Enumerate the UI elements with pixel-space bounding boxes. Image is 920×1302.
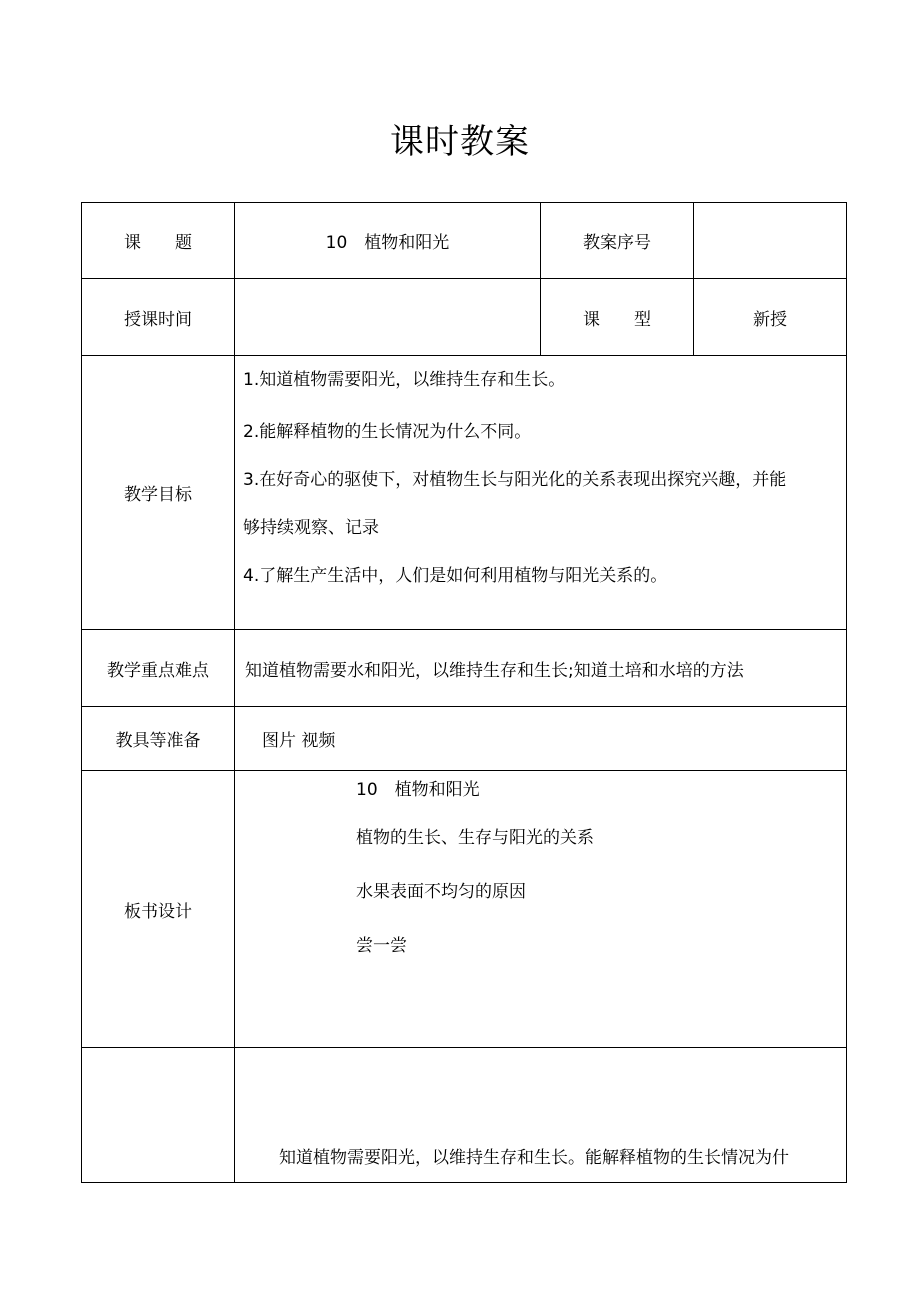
summary-cell	[235, 1048, 847, 1183]
time-row	[82, 279, 847, 356]
board-line: 植物的生长、生存与阳光的关系	[356, 828, 594, 848]
objective-item: 4.了解生产生活中，人们是如何利用植物与阳光关系的。	[243, 566, 668, 586]
tools-value: 图片 视频	[235, 707, 847, 771]
objective-item: 够持续观察、记录	[243, 518, 379, 538]
type-value: 新授	[694, 279, 847, 356]
document-title: 课时教案	[390, 122, 530, 162]
summary-label	[82, 1048, 235, 1183]
board-line: 尝一尝	[356, 936, 407, 956]
tools-row	[82, 707, 847, 771]
objectives-row	[82, 356, 847, 630]
objectives-label: 教学目标	[82, 356, 235, 630]
tools-label: 教具等准备	[82, 707, 235, 771]
key-points-value: 知道植物需要水和阳光，以维持生存和生长;知道土培和水培的方法	[235, 630, 847, 707]
board-design-cell	[235, 771, 847, 1048]
plan-number-label: 教案序号	[541, 203, 694, 279]
board-design-row	[82, 771, 847, 1048]
time-value	[235, 279, 541, 356]
objective-item: 3.在好奇心的驱使下，对植物生长与阳光化的关系表现出探究兴趣，并能	[243, 470, 787, 490]
objective-item: 2.能解释植物的生长情况为什么不同。	[243, 422, 532, 442]
board-line: 水果表面不均匀的原因	[356, 882, 526, 902]
objectives-cell	[235, 356, 847, 630]
type-label: 课 型	[541, 279, 694, 356]
key-points-row	[82, 630, 847, 707]
topic-label: 课 题	[82, 203, 235, 279]
lesson-plan-table	[81, 202, 847, 1183]
board-design-label: 板书设计	[82, 771, 235, 1048]
objective-item: 1.知道植物需要阳光，以维持生存和生长。	[243, 370, 566, 390]
topic-row	[82, 203, 847, 279]
key-points-label: 教学重点难点	[82, 630, 235, 707]
topic-value: 10 植物和阳光	[235, 203, 541, 279]
summary-row	[82, 1048, 847, 1183]
time-label: 授课时间	[82, 279, 235, 356]
plan-number-value	[694, 203, 847, 279]
board-line: 10 植物和阳光	[356, 780, 480, 800]
summary-text: 知道植物需要阳光，以维持生存和生长。能解释植物的生长情况为什	[279, 1148, 789, 1168]
